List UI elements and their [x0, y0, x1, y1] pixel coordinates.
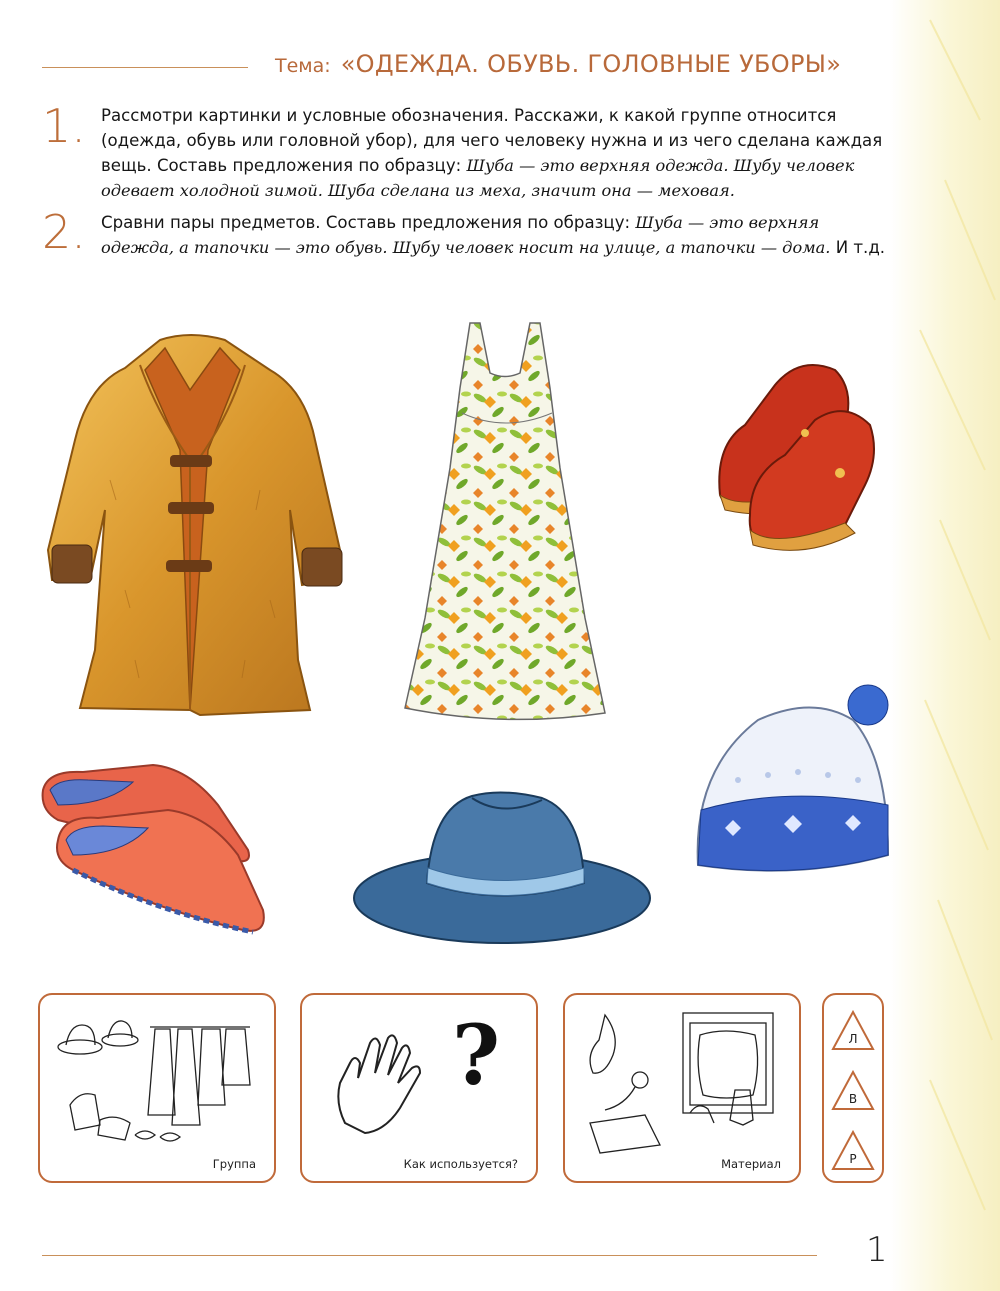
task-2-number: 2. [42, 205, 86, 259]
hand-icon [330, 1023, 450, 1143]
symbol-r: Р [849, 1152, 857, 1166]
decorative-page-edge [890, 0, 1000, 1291]
page-number: 1 [866, 1230, 888, 1270]
task-2-tail: И т.д. [830, 238, 886, 257]
task-1-example: Шуба — это верхняя одежда. Шубу человек одевает холодной зимой. Шуба сделана из меха, значит она — меховая. [101, 156, 855, 200]
card-group-caption: Группа [212, 1157, 256, 1171]
fedora-hat-illustration [352, 788, 657, 948]
legend-card-material [563, 993, 801, 1183]
page-header [275, 50, 841, 78]
legend-card-usage [300, 993, 538, 1183]
slippers-illustration [38, 760, 268, 940]
legend-symbols [822, 993, 884, 1183]
task-1-instruction: Рассмотри картинки и условные обозначения. Расскажи, к какой группе относится (одежда, обувь или головной убор), для чего человеку нужна и из чего сделана каждая вещь. Составь предложения по образцу: [101, 106, 883, 175]
fur-coat-illustration [40, 330, 350, 720]
task-2-text [101, 210, 896, 260]
header-title: «ОДЕЖДА. ОБУВЬ. ГОЛОВНЫЕ УБОРЫ» [340, 50, 842, 78]
question-mark-icon: ? [452, 1008, 501, 1104]
triangle-v-icon [830, 1069, 876, 1113]
header-prefix: Тема: [275, 55, 331, 77]
legend-card-group [38, 993, 276, 1183]
header-rule [42, 67, 248, 68]
dress-illustration [400, 318, 610, 723]
task-2-instruction: Сравни пары предметов. Составь предложения по образцу: [101, 213, 636, 232]
symbol-v: В [848, 1092, 858, 1106]
card-usage-caption: Как используется? [403, 1157, 518, 1171]
symbol-l: Л [848, 1032, 858, 1046]
materials-icon [565, 995, 795, 1155]
card-material-caption: Материал [721, 1157, 781, 1171]
knit-hat-illustration [688, 680, 903, 895]
red-shoes-illustration [705, 345, 885, 555]
triangle-l-icon [830, 1009, 876, 1053]
clothes-group-icon [40, 995, 270, 1155]
footer-rule [42, 1255, 817, 1256]
triangle-r-icon [830, 1129, 876, 1173]
task-1-text [101, 103, 896, 203]
task-2-example: Шуба — это верхняя одежда, а тапочки — это обувь. Шубу человек носит на улице, а тапочки — дома. [101, 213, 831, 257]
task-1-number: 1. [42, 99, 86, 153]
